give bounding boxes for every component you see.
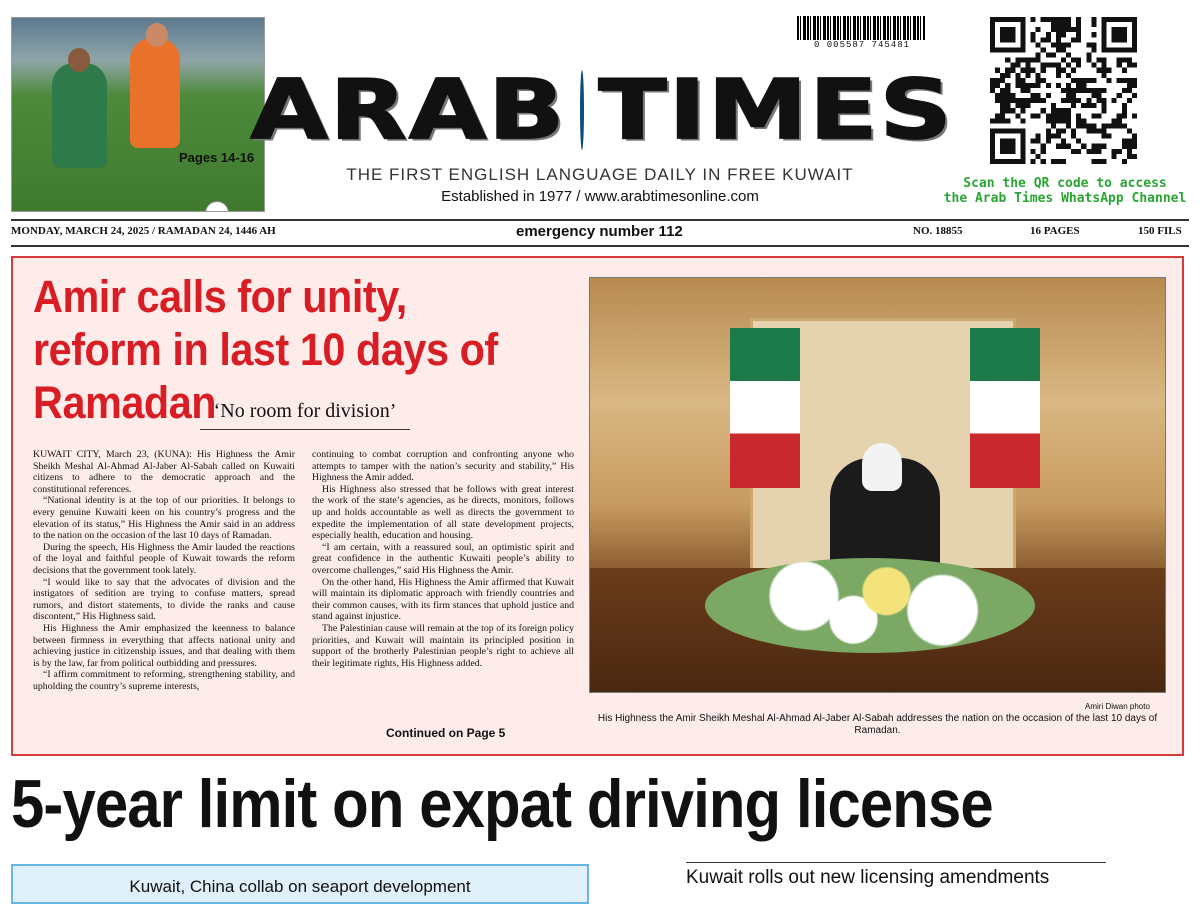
issue-date: MONDAY, MARCH 24, 2025 / RAMADAN 24, 1446 AH	[11, 225, 276, 237]
kuwait-flag-icon	[970, 328, 1040, 488]
lead-headline[interactable]: Amir calls for unity, reform in last 10 days of Ramadan	[33, 271, 498, 428]
tagline: THE FIRST ENGLISH LANGUAGE DAILY IN FREE KUWAIT	[346, 165, 854, 184]
divider	[11, 245, 1189, 247]
qr-caption-line: Scan the QR code to access	[963, 176, 1167, 191]
sports-teaser-pages: Pages 14-16	[179, 150, 255, 165]
falcon-globe-icon	[580, 70, 584, 150]
page-count: 16 PAGES	[1030, 225, 1080, 237]
player-figure	[130, 38, 180, 148]
barcode-number: 0 005587 745481	[792, 40, 932, 54]
price: 150 FILS	[1138, 225, 1182, 237]
paragraph: His Highness also stressed that he follows with great interest the work of the state’s agencies, as he directs, monitors, follows up and holds accountable as well as directs the government to expedite the implementation of all state development projects, especially health, education and housing.	[312, 483, 574, 542]
paragraph: “I am certain, with a reassured soul, an optimistic spirit and great confidence in the authentic Kuwaiti people’s ability to overcome challenges,” said His Highness the Amir.	[312, 541, 574, 576]
kuwait-flag-icon	[730, 328, 800, 488]
emergency-number: emergency number 112	[516, 223, 683, 240]
issue-number: NO. 18855	[913, 225, 963, 237]
flower-arrangement	[705, 558, 1035, 653]
article-column	[312, 449, 574, 669]
masthead-logo[interactable]	[250, 58, 954, 162]
article-column	[33, 449, 295, 692]
paragraph: His Highness the Amir emphasized the keenness to balance between firmness in everything that affects national unity and achieving justice in citizenship issues, and that dealing with them is by the law, far from political outbidding and pressures.	[33, 622, 295, 669]
masthead-word-right: TIMES	[598, 61, 954, 158]
photo-credit: Amiri Diwan photo	[1085, 702, 1150, 711]
paragraph: “National identity is at the top of our priorities. It belongs to every genuine Kuwaiti keen on his country’s progress and the elevation of its status,” His Highness the Amir said in an address to the nation on the occasion of the last 10 days of Ramadan.	[33, 495, 295, 542]
paragraph: During the speech, His Highness the Amir lauded the reactions of the loyal and faithful people of Kuwait towards the reform decisions that the government took lately.	[33, 541, 295, 576]
amir-address-photo[interactable]	[589, 277, 1166, 693]
player-figure	[52, 63, 107, 168]
masthead-word-left: ARAB	[250, 61, 567, 158]
paragraph: “I affirm commitment to reforming, strengthening stability, and upholding the country’s supreme interests,	[33, 669, 295, 692]
paragraph: “I would like to say that the advocates of division and the instigators of sedition are trying to confuse matters, spread rumors, and distort statements, to divide the ranks and cause discontent,” His Highness said.	[33, 576, 295, 623]
football	[205, 201, 229, 212]
player-head	[146, 23, 168, 47]
lead-subhead: ‘No room for division’	[200, 400, 410, 430]
qr-code-icon[interactable]	[990, 17, 1137, 164]
dateline-bar	[11, 224, 1189, 242]
photo-caption: His Highness the Amir Sheikh Meshal Al-Ahmad Al-Jaber Al-Sabah addresses the nation on the occasion of the last 10 days of Ramadan.	[597, 713, 1158, 736]
paragraph: continuing to combat corruption and confronting anyone who attempts to tamper with the nation’s security and stability,” His Highness the Amir added.	[312, 449, 574, 484]
teaser-headline[interactable]: Kuwait, China collab on seaport development	[129, 877, 471, 896]
continued-link[interactable]: Continued on Page 5	[386, 726, 506, 740]
paragraph: On the other hand, His Highness the Amir affirmed that Kuwait will maintain its diplomatic approach with friendly countries and their common causes, with its firm stances that uphold justice and stand against injustice.	[312, 576, 574, 623]
divider	[11, 219, 1189, 221]
qr-caption	[930, 176, 1200, 206]
second-headline[interactable]: 5-year limit on expat driving license	[11, 766, 993, 842]
player-head	[68, 48, 90, 72]
amir-headdress	[862, 443, 902, 491]
qr-caption-line: the Arab Times WhatsApp Channel	[943, 191, 1187, 206]
kicker-headline[interactable]: Kuwait rolls out new licensing amendments	[686, 867, 1050, 888]
divider	[686, 862, 1106, 863]
paragraph: KUWAIT CITY, March 23, (KUNA): His Highness the Amir Sheikh Meshal Al-Ahmad Al-Jaber Al-Sabah called on Kuwaiti citizens to adhere to the democratic approach and the constitutional references.	[33, 449, 295, 495]
established-line: Established in 1977 / www.arabtimesonline.com	[441, 188, 759, 205]
paragraph: The Palestinian cause will remain at the top of its foreign policy priorities, and Kuwait will maintain its principled position in support of the brotherly Palestinian people’s right to achieve all their legitimate rights, His Highness added.	[312, 622, 574, 669]
sports-teaser-photo[interactable]	[11, 17, 265, 212]
